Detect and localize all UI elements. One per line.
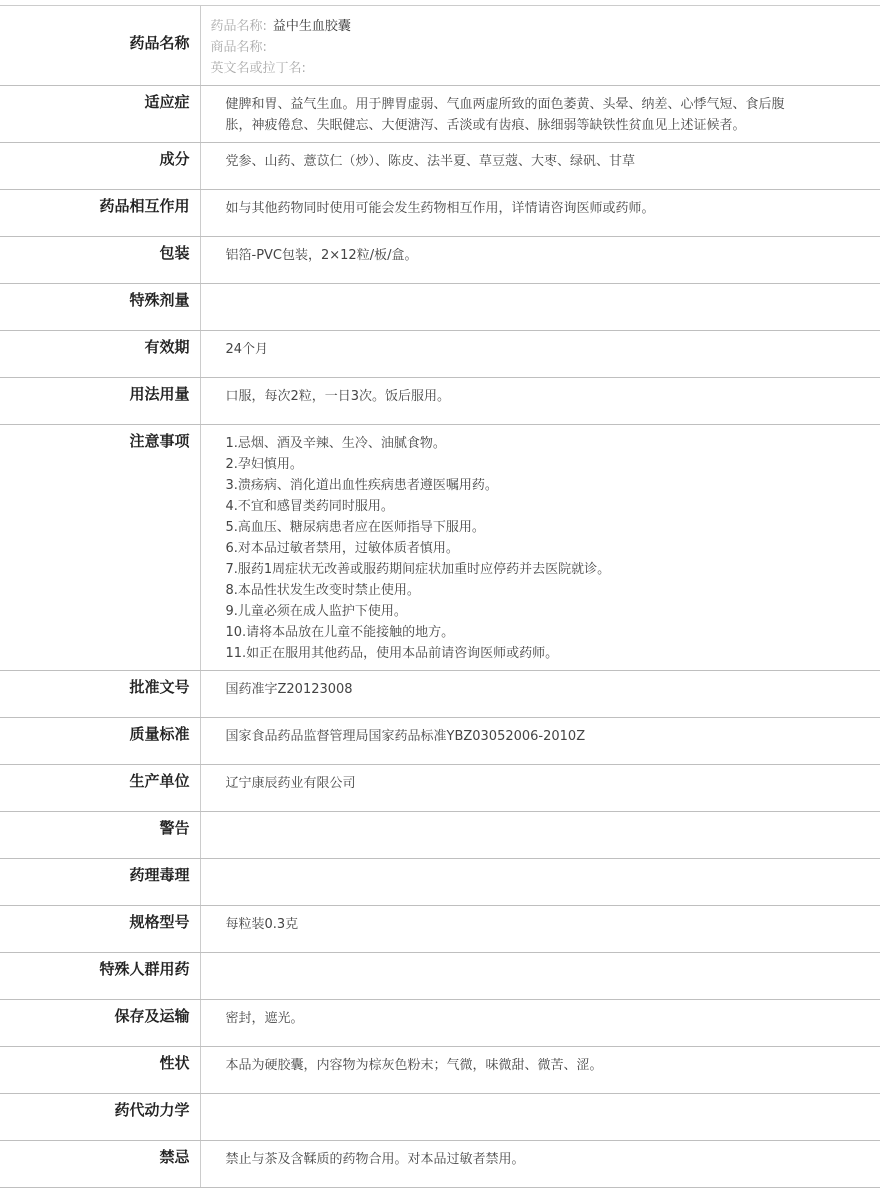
trade-name-label: 商品名称: [211,37,880,58]
value-contraindication: 禁止与茶及含鞣质的药物合用。对本品过敏者禁用。 [200,1141,880,1188]
row-indication [0,86,880,143]
label-warning: 警告 [0,812,200,859]
label-indication: 适应症 [0,86,200,143]
label-standard: 质量标准 [0,718,200,765]
row-special-dosage [0,284,880,331]
label-precautions: 注意事项 [0,425,200,671]
value-pharmacokinetics [200,1094,880,1141]
value-character: 本品为硬胶囊，内容物为棕灰色粉末；气微，味微甜、微苦、涩。 [200,1047,880,1094]
value-interaction: 如与其他药物同时使用可能会发生药物相互作用，详情请咨询医师或药师。 [200,190,880,237]
value-approval: 国药准字Z20123008 [200,671,880,718]
value-manufacturer: 辽宁康辰药业有限公司 [200,765,880,812]
value-indication: 健脾和胃、益气生血。用于脾胃虚弱、气血两虚所致的面色萎黄、头晕、纳差、心悸气短、食后腹胀，神疲倦怠、失眠健忘、大便溏泻、舌淡或有齿痕、脉细弱等缺铁性贫血见上述证候者。 [226,94,786,136]
row-manufacturer [0,765,880,812]
value-storage: 密封，遮光。 [200,1000,880,1047]
value-precautions [200,425,880,671]
row-character [0,1047,880,1094]
row-package [0,237,880,284]
drug-name-block [200,6,880,86]
drug-name-label: 药品名称: [211,19,267,34]
value-ingredients: 党参、山药、薏苡仁（炒）、陈皮、法半夏、草豆蔻、大枣、绿矾、甘草 [200,143,880,190]
drug-info-table [0,5,880,1188]
precaution-item: 9.儿童必须在成人监护下使用。 [226,601,880,622]
drug-name-value: 益中生血胶囊 [273,19,351,34]
label-special-population: 特殊人群用药 [0,953,200,1000]
value-spec: 每粒装0.3克 [200,906,880,953]
precaution-item: 5.高血压、糖尿病患者应在医师指导下服用。 [226,517,880,538]
row-usage [0,378,880,425]
precaution-item: 4.不宜和感冒类药同时服用。 [226,496,880,517]
precaution-item: 6.对本品过敏者禁用，过敏体质者慎用。 [226,538,880,559]
value-package: 铝箔-PVC包装，2×12粒/板/盒。 [200,237,880,284]
english-name-label: 英文名或拉丁名: [211,58,880,79]
label-pharmacokinetics: 药代动力学 [0,1094,200,1141]
row-special-population [0,953,880,1000]
row-warning [0,812,880,859]
value-standard: 国家食品药品监督管理局国家药品标准YBZ03052006-2010Z [200,718,880,765]
row-drug-name [0,6,880,86]
label-usage: 用法用量 [0,378,200,425]
value-warning [200,812,880,859]
precaution-item: 10.请将本品放在儿童不能接触的地方。 [226,622,880,643]
label-toxicology: 药理毒理 [0,859,200,906]
label-package: 包装 [0,237,200,284]
row-standard [0,718,880,765]
row-ingredients [0,143,880,190]
precaution-item: 2.孕妇慎用。 [226,454,880,475]
row-interaction [0,190,880,237]
row-storage [0,1000,880,1047]
row-approval [0,671,880,718]
row-validity [0,331,880,378]
label-interaction: 药品相互作用 [0,190,200,237]
value-usage: 口服，每次2粒，一日3次。饭后服用。 [200,378,880,425]
row-contraindication [0,1141,880,1188]
precaution-item: 8.本品性状发生改变时禁止使用。 [226,580,880,601]
label-ingredients: 成分 [0,143,200,190]
label-approval: 批准文号 [0,671,200,718]
value-special-population [200,953,880,1000]
row-precautions [0,425,880,671]
row-toxicology [0,859,880,906]
precaution-item: 11.如正在服用其他药品，使用本品前请咨询医师或药师。 [226,643,880,664]
value-toxicology [200,859,880,906]
precaution-item: 7.服药1周症状无改善或服药期间症状加重时应停药并去医院就诊。 [226,559,880,580]
value-validity: 24个月 [200,331,880,378]
label-contraindication: 禁忌 [0,1141,200,1188]
row-spec [0,906,880,953]
label-storage: 保存及运输 [0,1000,200,1047]
precaution-item: 3.溃疡病、消化道出血性疾病患者遵医嘱用药。 [226,475,880,496]
label-validity: 有效期 [0,331,200,378]
label-manufacturer: 生产单位 [0,765,200,812]
label-special-dosage: 特殊剂量 [0,284,200,331]
label-spec: 规格型号 [0,906,200,953]
label-character: 性状 [0,1047,200,1094]
row-pharmacokinetics [0,1094,880,1141]
value-special-dosage [200,284,880,331]
precaution-item: 1.忌烟、酒及辛辣、生冷、油腻食物。 [226,433,880,454]
label-drug-name: 药品名称 [0,6,200,86]
